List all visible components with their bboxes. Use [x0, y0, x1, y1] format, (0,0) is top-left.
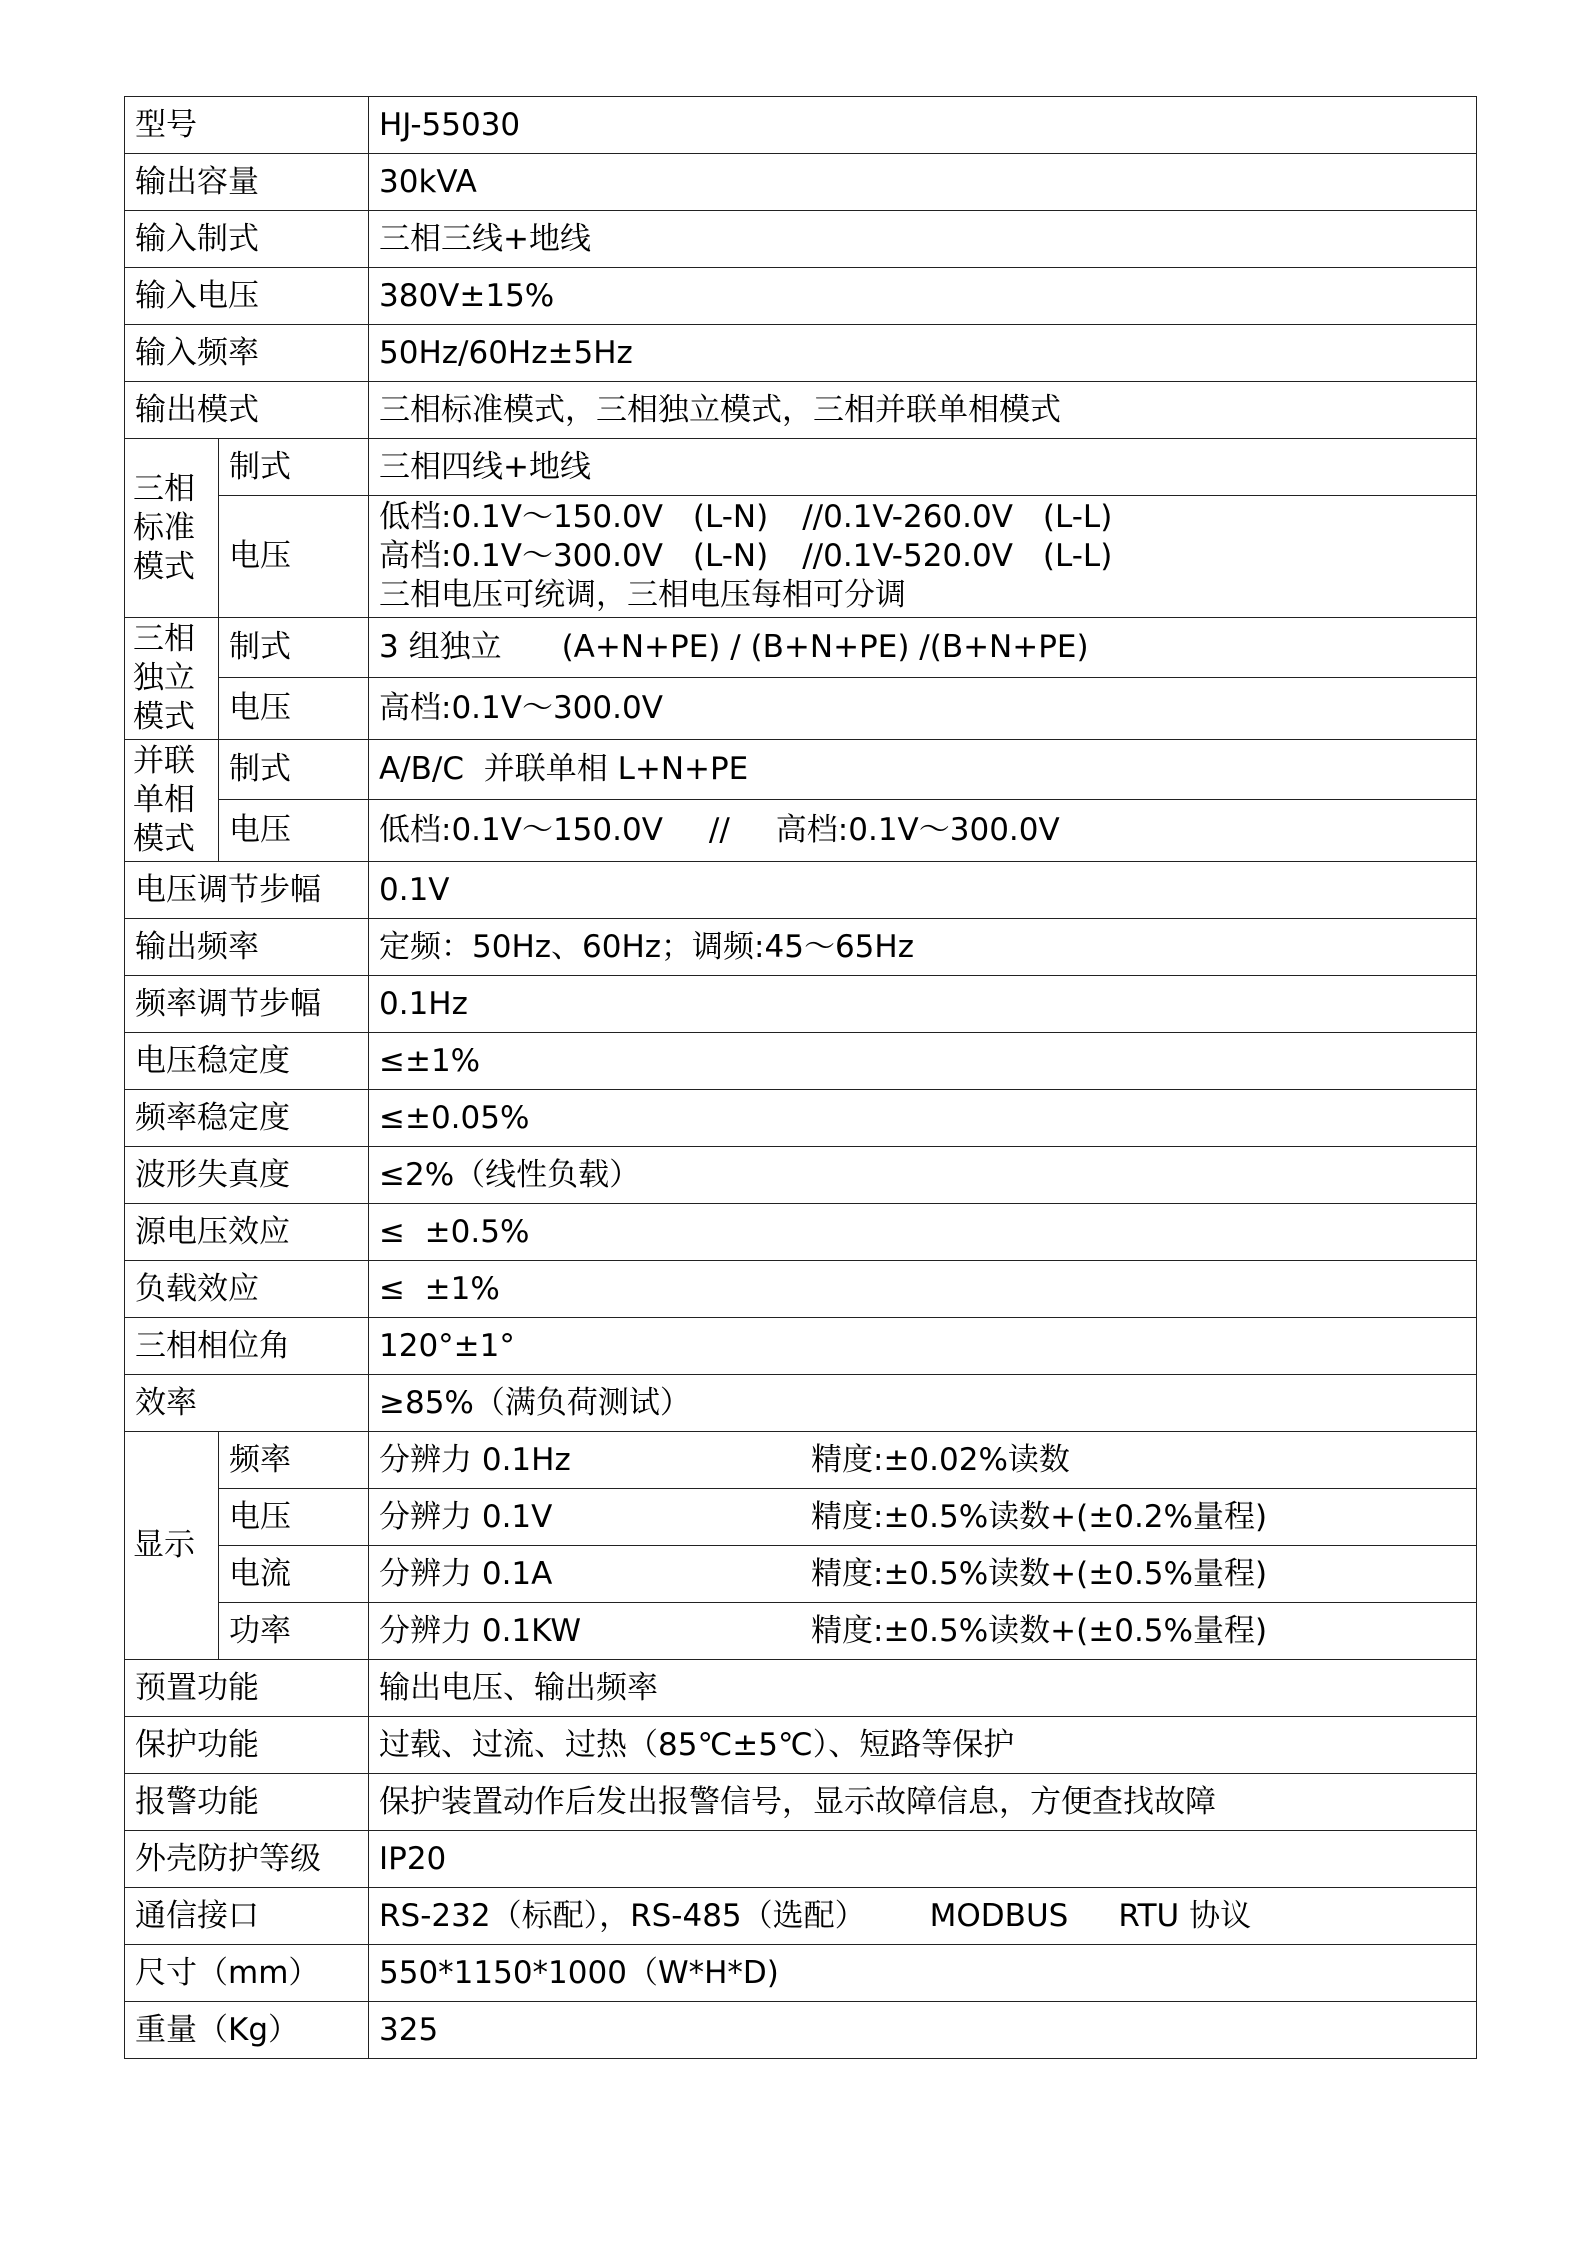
- row-value: [369, 1546, 1477, 1603]
- table-row: [125, 496, 1477, 618]
- row-value: ≤ ±1%: [369, 1261, 1477, 1318]
- value-part: 高档:0.1V～300.0V: [379, 538, 663, 574]
- row-value: ≤±1%: [369, 1033, 1477, 1090]
- row-value: 保护装置动作后发出报警信号，显示故障信息，方便查找故障: [369, 1774, 1477, 1831]
- table-row: [125, 1318, 1477, 1375]
- row-label: 效率: [125, 1375, 369, 1432]
- row-label: 源电压效应: [125, 1204, 369, 1261]
- row-value: A/B/C 并联单相 L+N+PE: [369, 740, 1477, 800]
- row-value: 0.1Hz: [369, 976, 1477, 1033]
- sub-label: 电压: [219, 1489, 369, 1546]
- row-label: 通信接口: [125, 1888, 369, 1945]
- group-label-standard: 三相标准模式: [125, 439, 219, 618]
- table-row: [125, 862, 1477, 919]
- value-part: (A+N+PE) / (B+N+PE) /(B+N+PE): [561, 629, 1089, 665]
- group-label-display: 显示: [125, 1432, 219, 1660]
- resolution-text: 分辨力 0.1KW: [379, 1612, 582, 1649]
- table-row: [125, 1090, 1477, 1147]
- row-value: 120°±1°: [369, 1318, 1477, 1375]
- row-label: 保护功能: [125, 1717, 369, 1774]
- value-part: 低档:0.1V～150.0V: [379, 499, 663, 535]
- value-part: //0.1V-520.0V: [802, 538, 1013, 574]
- row-value: 输出电压、输出频率: [369, 1660, 1477, 1717]
- row-value: [369, 496, 1477, 618]
- row-label: 输出频率: [125, 919, 369, 976]
- row-value: [369, 1888, 1477, 1945]
- table-row: [125, 976, 1477, 1033]
- row-value: 380V±15%: [369, 268, 1477, 325]
- row-value: ≥85%（满负荷测试）: [369, 1375, 1477, 1432]
- value-part: 低档:0.1V～150.0V: [379, 812, 663, 848]
- sub-label: 电压: [219, 496, 369, 618]
- row-value: ≤±0.05%: [369, 1090, 1477, 1147]
- accuracy-text: 精度:±0.5%读数+(±0.5%量程): [811, 1612, 1268, 1649]
- value-part: MODBUS: [929, 1897, 1069, 1934]
- table-row: [125, 1888, 1477, 1945]
- sub-label: 电压: [219, 800, 369, 862]
- table-row: [125, 325, 1477, 382]
- table-row: [125, 919, 1477, 976]
- row-label: 电压稳定度: [125, 1033, 369, 1090]
- table-row: [125, 1717, 1477, 1774]
- table-row: [125, 2002, 1477, 2059]
- row-label: 波形失真度: [125, 1147, 369, 1204]
- value-part: RS-232（标配），RS-485（选配）: [379, 1897, 866, 1934]
- row-value: IP20: [369, 1831, 1477, 1888]
- table-row: [125, 211, 1477, 268]
- row-value: 325: [369, 2002, 1477, 2059]
- row-value: [369, 618, 1477, 678]
- row-label: 型号: [125, 97, 369, 154]
- resolution-text: 分辨力 0.1Hz: [379, 1441, 571, 1478]
- accuracy-text: 精度:±0.5%读数+(±0.2%量程): [811, 1498, 1268, 1535]
- sub-label: 制式: [219, 618, 369, 678]
- table-row: [125, 1603, 1477, 1660]
- row-label: 预置功能: [125, 1660, 369, 1717]
- table-row: [125, 1204, 1477, 1261]
- row-value: [369, 800, 1477, 862]
- row-label: 报警功能: [125, 1774, 369, 1831]
- table-row: [125, 1033, 1477, 1090]
- value-part: (L-L): [1042, 538, 1113, 574]
- row-label: 输入电压: [125, 268, 369, 325]
- row-value: 0.1V: [369, 862, 1477, 919]
- table-row: [125, 154, 1477, 211]
- row-label: 频率稳定度: [125, 1090, 369, 1147]
- row-label: 尺寸（mm）: [125, 1945, 369, 2002]
- sub-label: 制式: [219, 740, 369, 800]
- row-value: 定频：50Hz、60Hz；调频:45～65Hz: [369, 919, 1477, 976]
- row-value: 50Hz/60Hz±5Hz: [369, 325, 1477, 382]
- table-row: [125, 439, 1477, 496]
- sub-label: 制式: [219, 439, 369, 496]
- table-row: [125, 740, 1477, 800]
- row-value: ≤ ±0.5%: [369, 1204, 1477, 1261]
- table-row: [125, 268, 1477, 325]
- table-row: [125, 1546, 1477, 1603]
- table-row: [125, 618, 1477, 678]
- table-row: [125, 382, 1477, 439]
- group-label-independent: 三相独立模式: [125, 618, 219, 740]
- value-part: (L-N): [692, 499, 769, 535]
- row-value: 三相三线+地线: [369, 211, 1477, 268]
- row-label: 电压调节步幅: [125, 862, 369, 919]
- table-row: [125, 97, 1477, 154]
- sub-label: 功率: [219, 1603, 369, 1660]
- value-part: 3 组独立: [379, 629, 502, 665]
- table-row: [125, 800, 1477, 862]
- value-part: (L-N): [692, 538, 769, 574]
- voltage-line-high: [379, 537, 1466, 576]
- resolution-text: 分辨力 0.1A: [379, 1555, 553, 1592]
- row-label: 重量（Kg）: [125, 2002, 369, 2059]
- row-label: 外壳防护等级: [125, 1831, 369, 1888]
- row-label: 输出容量: [125, 154, 369, 211]
- spec-table: [124, 96, 1477, 2059]
- table-row: [125, 1489, 1477, 1546]
- row-label: 负载效应: [125, 1261, 369, 1318]
- sub-label: 频率: [219, 1432, 369, 1489]
- sub-label: 电压: [219, 678, 369, 740]
- table-row: [125, 1660, 1477, 1717]
- row-value: [369, 1489, 1477, 1546]
- row-label: 频率调节步幅: [125, 976, 369, 1033]
- row-value: 三相四线+地线: [369, 439, 1477, 496]
- value-part: //0.1V-260.0V: [802, 499, 1013, 535]
- value-part: 高档:0.1V～300.0V: [775, 812, 1060, 848]
- group-label-parallel: 并联单相模式: [125, 740, 219, 862]
- table-row: [125, 1147, 1477, 1204]
- row-value: ≤2%（线性负载）: [369, 1147, 1477, 1204]
- value-part: RTU 协议: [1118, 1897, 1252, 1934]
- row-label: 输入频率: [125, 325, 369, 382]
- row-label: 三相相位角: [125, 1318, 369, 1375]
- accuracy-text: 精度:±0.02%读数: [811, 1441, 1070, 1478]
- table-row: [125, 1261, 1477, 1318]
- sub-label: 电流: [219, 1546, 369, 1603]
- table-row: [125, 1831, 1477, 1888]
- table-row: [125, 1774, 1477, 1831]
- table-row: [125, 1945, 1477, 2002]
- row-value: HJ-55030: [369, 97, 1477, 154]
- row-value: 30kVA: [369, 154, 1477, 211]
- value-part: (L-L): [1042, 499, 1113, 535]
- table-row: [125, 1375, 1477, 1432]
- row-label: 输出模式: [125, 382, 369, 439]
- row-value: 高档:0.1V～300.0V: [369, 678, 1477, 740]
- accuracy-text: 精度:±0.5%读数+(±0.5%量程): [811, 1555, 1268, 1592]
- row-label: 输入制式: [125, 211, 369, 268]
- row-value: 过载、过流、过热（85℃±5℃）、短路等保护: [369, 1717, 1477, 1774]
- row-value: 550*1150*1000（W*H*D): [369, 1945, 1477, 2002]
- row-value: 三相标准模式，三相独立模式，三相并联单相模式: [369, 382, 1477, 439]
- voltage-line-low: [379, 498, 1466, 537]
- row-value: [369, 1603, 1477, 1660]
- table-row: [125, 678, 1477, 740]
- row-value: [369, 1432, 1477, 1489]
- voltage-line-note: 三相电压可统调，三相电压每相可分调: [379, 577, 906, 613]
- resolution-text: 分辨力 0.1V: [379, 1498, 553, 1535]
- value-part: //: [708, 812, 730, 848]
- table-row: [125, 1432, 1477, 1489]
